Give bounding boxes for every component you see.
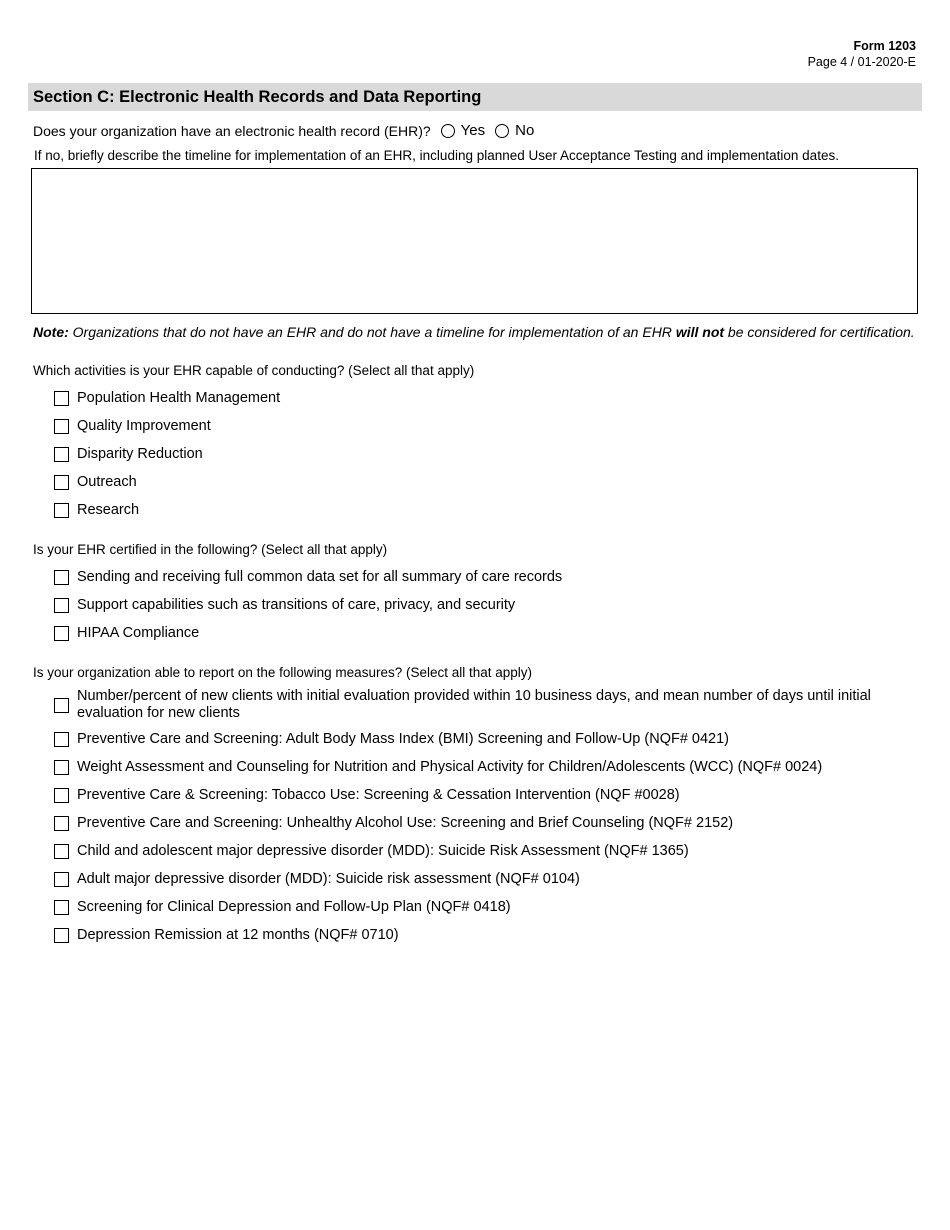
activity-checkbox[interactable] [54,391,69,406]
certified-checkbox[interactable] [54,598,69,613]
activity-option [54,446,203,462]
measure-option [54,759,822,775]
measure-label: Weight Assessment and Counseling for Nutrition and Physical Activity for Children/Adolescents (WCC) (NQF# 0024) [77,759,823,775]
measure-option [54,843,689,859]
activity-label: Research [77,502,140,518]
timeline-prompt: If no, briefly describe the timeline for implementation of an EHR, including planned User Acceptance Testing and implementation dates. [34,148,839,163]
measure-option [54,815,733,831]
certified-option [54,597,515,613]
section-title: Section C: Electronic Health Records and Data Reporting [33,88,482,106]
measure-checkbox[interactable] [54,844,69,859]
measure-label: Screening for Clinical Depression and Follow-Up Plan (NQF# 0418) [77,899,511,915]
activity-checkbox[interactable] [54,503,69,518]
measure-checkbox[interactable] [54,698,69,713]
ehr-no-label: No [515,122,535,139]
measure-checkbox[interactable] [54,816,69,831]
measure-option [54,899,511,915]
activity-checkbox[interactable] [54,447,69,462]
ehr-yes-label: Yes [460,122,486,139]
measure-checkbox[interactable] [54,900,69,915]
activity-label: Outreach [77,474,137,490]
certified-label: Support capabilities such as transitions of care, privacy, and security [77,597,516,613]
page-info: Page 4 / 01-2020-E [807,55,916,69]
measure-option [54,871,580,887]
measure-label: Depression Remission at 12 months (NQF# 0710) [77,927,399,943]
activity-option [54,502,139,518]
form-number: Form 1203 [853,39,916,53]
activity-option [54,390,280,406]
measure-option [54,787,680,803]
measure-label: Preventive Care and Screening: Adult Body Mass Index (BMI) Screening and Follow-Up (NQF# 0421) [77,731,730,747]
certified-label: Sending and receiving full common data set for all summary of care records [77,569,563,585]
measure-label: Preventive Care and Screening: Unhealthy Alcohol Use: Screening and Brief Counseling (NQF# 2152) [77,815,734,831]
certified-option [54,625,199,641]
ehr-question-text: Does your organization have an electronic health record (EHR)? [33,122,431,139]
measure-checkbox[interactable] [54,928,69,943]
activity-option [54,418,211,434]
activity-label: Quality Improvement [77,418,211,434]
measure-checkbox[interactable] [54,760,69,775]
note-label: Note: [33,324,69,340]
certification-note [33,324,915,340]
activity-option [54,474,137,490]
certified-prompt: Is your EHR certified in the following? (Select all that apply) [33,542,388,557]
measure-option [54,731,729,747]
timeline-textarea[interactable] [31,168,918,314]
measure-label: Number/percent of new clients with initial evaluation provided within 10 business days, and mean number of days until initial evaluation for new clients [77,688,871,721]
measures-prompt: Is your organization able to report on the following measures? (Select all that apply) [33,665,533,680]
activity-checkbox[interactable] [54,419,69,434]
activity-label: Population Health Management [77,390,281,406]
note-text-before: Organizations that do not have an EHR and do not have a timeline for implementation of an EHR [68,324,676,340]
measure-option [54,688,904,722]
certified-checkbox[interactable] [54,626,69,641]
measure-label: Child and adolescent major depressive disorder (MDD): Suicide Risk Assessment (NQF# 1365) [77,843,689,859]
note-text-after: be considered for certification. [724,324,915,340]
activity-checkbox[interactable] [54,475,69,490]
activity-label: Disparity Reduction [77,446,203,462]
measure-checkbox[interactable] [54,732,69,747]
note-emphasis: will not [675,324,725,340]
measure-label: Adult major depressive disorder (MDD): Suicide risk assessment (NQF# 0104) [77,871,580,887]
ehr-no-radio[interactable] [495,124,509,138]
ehr-question [33,122,534,139]
certified-option [54,569,562,585]
section-title-bar [28,83,922,111]
ehr-yes-radio[interactable] [441,124,455,138]
activities-prompt: Which activities is your EHR capable of conducting? (Select all that apply) [33,363,475,378]
certified-label: HIPAA Compliance [77,625,200,641]
form-header [808,38,916,70]
certified-checkbox[interactable] [54,570,69,585]
measure-option [54,927,399,943]
measure-checkbox[interactable] [54,788,69,803]
measure-checkbox[interactable] [54,872,69,887]
measure-label: Preventive Care & Screening: Tobacco Use: Screening & Cessation Intervention (NQF #0028) [77,787,680,803]
